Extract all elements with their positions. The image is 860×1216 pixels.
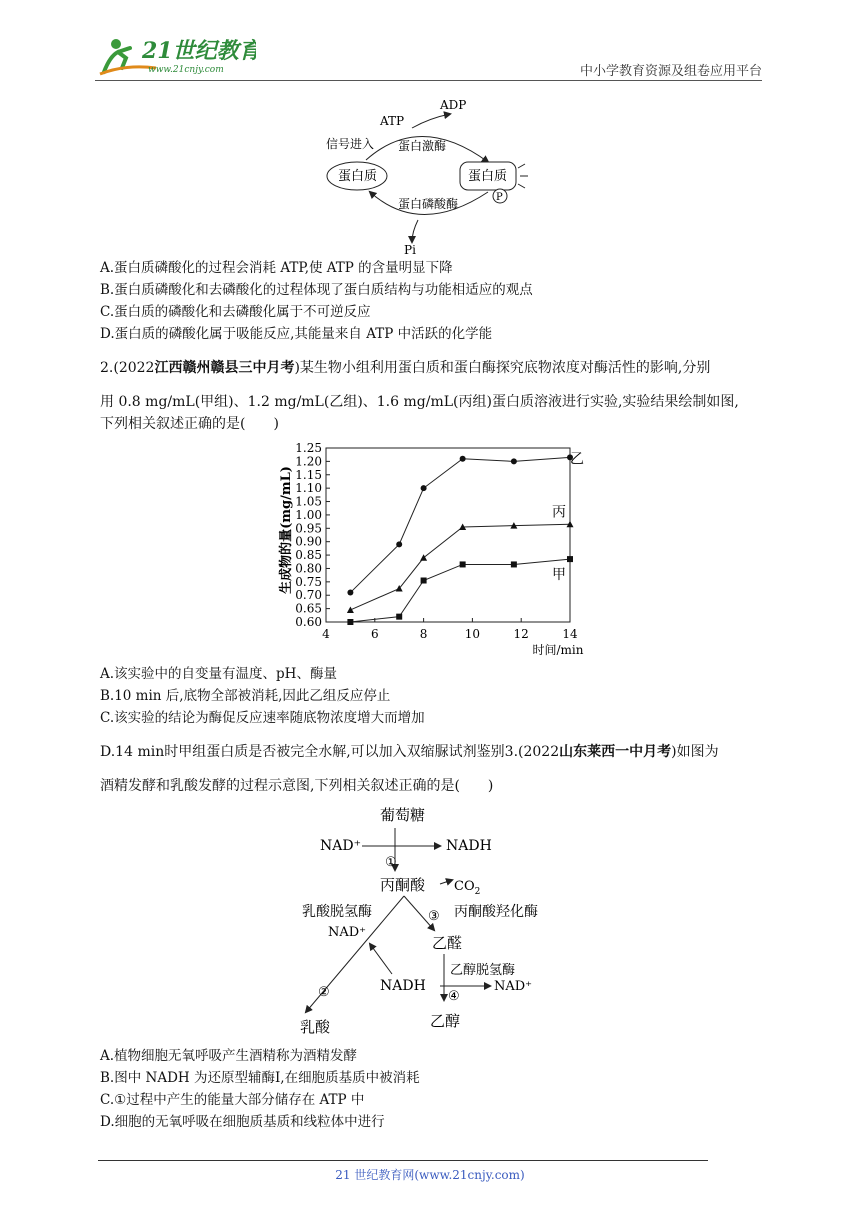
x-tick-label: 14	[562, 627, 578, 641]
q2-source: 江西赣州赣县三中月考	[154, 360, 295, 376]
data-point	[421, 485, 427, 491]
q3-option-c: C.①过程中产生的能量大部分储存在 ATP 中	[100, 1092, 365, 1108]
y-tick-label: 0.65	[295, 601, 322, 616]
step2-label: ②	[318, 985, 330, 1000]
y-tick-label: 1.15	[295, 467, 322, 482]
q2-option-a: A.该实验中的自变量有温度、pH、酶量	[100, 666, 337, 682]
chart-x-axis-label: 时间/min	[532, 643, 584, 657]
fermentation-diagram	[300, 800, 570, 1040]
adp-label: ADP	[440, 98, 467, 112]
y-tick-label: 0.60	[295, 615, 322, 629]
lactate-label: 乳酸	[300, 1018, 331, 1036]
pdc-label: 丙酮酸羟化酶	[454, 904, 538, 920]
data-point	[396, 541, 402, 547]
q2-d-q3-stem-line	[100, 742, 719, 762]
y-tick-label: 1.10	[295, 481, 322, 496]
y-tick-label: 1.05	[295, 494, 322, 509]
atp-label: ATP	[380, 114, 405, 128]
protein-right-label: 蛋白质	[468, 169, 508, 184]
q3-option-b: B.图中 NADH 为还原型辅酶Ⅰ,在细胞质基质中被消耗	[100, 1070, 420, 1086]
y-tick-label: 0.75	[295, 574, 322, 589]
q1-option-a: A.蛋白质磷酸化的过程会消耗 ATP,使 ATP 的含量明显下降	[100, 260, 453, 276]
acetaldehyde-label: 乙醛	[432, 934, 463, 952]
pyruvate-label: 丙酮酸	[380, 876, 426, 894]
q3-option-a: A.植物细胞无氧呼吸产生酒精称为酒精发酵	[100, 1048, 358, 1064]
nad-plus2-label: NAD⁺	[328, 925, 367, 940]
y-tick-label: 1.25	[295, 441, 322, 455]
q2-stem-1: )某生物小组利用蛋白质和蛋白酶探究底物浓度对酶活性的影响,分别	[294, 360, 711, 376]
data-point	[460, 456, 466, 462]
series-line-2	[350, 559, 570, 622]
footer-divider	[98, 1160, 708, 1161]
y-tick-label: 1.00	[295, 507, 322, 522]
q3-stem-line2: 酒精发酵和乳酸发酵的过程示意图,下列相关叙述正确的是( )	[100, 778, 494, 794]
data-point	[511, 458, 517, 464]
x-tick-label: 4	[322, 627, 330, 641]
series-label: 丙	[552, 504, 566, 521]
ethanol-label: 乙醇	[430, 1012, 461, 1030]
header-divider	[95, 80, 762, 81]
q2-option-c: C.该实验的结论为酶促反应速率随底物浓度增大而增加	[100, 710, 425, 726]
q3-source: 山东莱西一中月考	[559, 744, 672, 760]
nadh-label: NADH	[446, 838, 492, 854]
x-tick-label: 6	[370, 627, 379, 641]
data-point	[511, 561, 517, 567]
product-amount-chart	[270, 438, 590, 660]
chart-frame	[326, 448, 570, 622]
nad-plus3-label: NAD⁺	[494, 979, 533, 994]
step1-label: ①	[385, 855, 397, 870]
ldh-label: 乳酸脱氢酶	[302, 904, 372, 920]
data-point	[347, 590, 353, 596]
phosphatase-label: 蛋白磷酸酶	[398, 197, 459, 211]
y-tick-label: 0.70	[295, 588, 322, 603]
pi-label: Pi	[404, 243, 416, 257]
kinase-label: 蛋白激酶	[398, 139, 447, 153]
x-tick-label: 10	[464, 627, 481, 641]
data-point	[396, 614, 402, 620]
q2-number: 2.(2022	[100, 360, 155, 376]
x-tick-label: 12	[513, 627, 529, 641]
co2-label: $CO_2$	[454, 879, 481, 897]
footer-link[interactable]: 21 世纪教育网(www.21cnjy.com)	[335, 1168, 525, 1182]
q1-option-d: D.蛋白质的磷酸化属于吸能反应,其能量来自 ATP 中活跃的化学能	[100, 326, 493, 342]
data-point	[421, 578, 427, 584]
site-logo	[96, 34, 256, 78]
activated-rays-icon	[518, 164, 528, 188]
data-point	[347, 606, 354, 613]
y-tick-label: 0.85	[295, 548, 322, 563]
q1-option-b: B.蛋白质磷酸化和去磷酸化的过程体现了蛋白质结构与功能相适应的观点	[100, 282, 533, 298]
series-label: 乙	[570, 451, 584, 468]
data-point	[347, 619, 353, 625]
q3-number: 3.(2022	[504, 744, 560, 760]
nad-plus-label: NAD⁺	[320, 838, 361, 854]
x-tick-label: 8	[419, 627, 428, 641]
q2-stem-line1	[100, 358, 710, 378]
data-point	[460, 561, 466, 567]
logo-text: 21世纪教育	[142, 38, 256, 64]
header-platform-text: 中小学教育资源及组卷应用平台	[579, 64, 762, 79]
logo-url: www.21cnjy.com	[148, 65, 224, 75]
y-tick-label: 0.95	[295, 521, 322, 536]
y-tick-label: 0.80	[295, 561, 322, 576]
data-point	[567, 556, 573, 562]
phosphate-label: P	[496, 192, 503, 203]
chart-y-axis-label: 生成物的量(mg/mL)	[279, 466, 294, 594]
step3-label: ③	[428, 909, 440, 924]
step4-label: ④	[448, 989, 460, 1004]
q1-option-c: C.蛋白质的磷酸化和去磷酸化属于不可逆反应	[100, 304, 371, 320]
q2-stem-line2: 用 0.8 mg/mL(甲组)、1.2 mg/mL(乙组)、1.6 mg/mL(丙组)蛋白质溶液进行实验,实验结果绘制如图,	[100, 394, 739, 410]
q3-stem-1: )如图为	[671, 744, 719, 760]
nadh2-label: NADH	[380, 978, 426, 994]
q2-option-d: D.14 min时甲组蛋白质是否被完全水解,可以加入双缩脲试剂鉴别	[100, 744, 505, 760]
y-tick-label: 1.20	[295, 454, 322, 469]
glucose-label: 葡萄糖	[380, 806, 426, 824]
y-tick-label: 0.90	[295, 534, 322, 549]
q2-option-b: B.10 min 后,底物全部被消耗,因此乙组反应停止	[100, 688, 391, 704]
protein-left-label: 蛋白质	[338, 169, 378, 184]
q3-option-d: D.细胞的无氧呼吸在细胞质基质和线粒体中进行	[100, 1114, 385, 1130]
phosphorylation-diagram	[300, 92, 560, 260]
q2-stem-line3: 下列相关叙述正确的是( )	[100, 416, 279, 432]
series-label: 甲	[552, 567, 566, 584]
signal-label: 信号进入	[326, 137, 375, 151]
adh-label: 乙醇脱氢酶	[450, 963, 516, 978]
